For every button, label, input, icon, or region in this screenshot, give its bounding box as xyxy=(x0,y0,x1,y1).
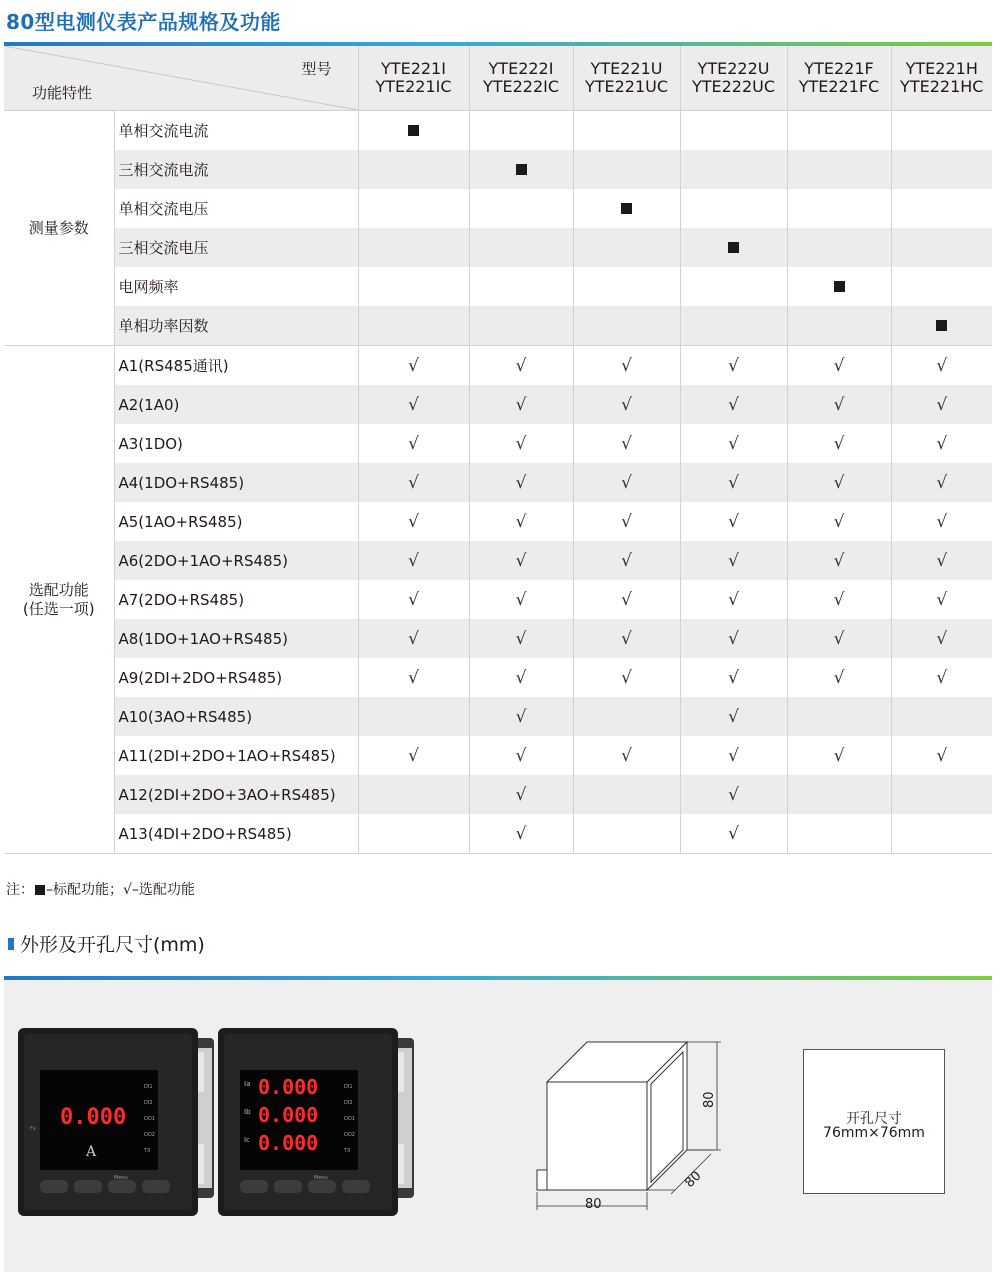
height-dimension: 80 xyxy=(702,1091,717,1108)
check-mark-icon: √ xyxy=(408,472,419,493)
mark-cell xyxy=(891,346,992,386)
feature-cell: 单相交流电流 xyxy=(114,111,358,151)
mark-cell xyxy=(469,150,573,189)
check-mark-icon: √ xyxy=(833,472,845,493)
mark-cell xyxy=(787,306,891,346)
meter-photo-single xyxy=(18,1028,214,1218)
mark-cell xyxy=(469,424,573,463)
mark-cell xyxy=(680,502,787,541)
mark-cell xyxy=(891,580,992,619)
section-bullet-icon xyxy=(8,938,14,950)
check-mark-icon: √ xyxy=(728,784,739,805)
check-mark-icon: √ xyxy=(621,550,632,571)
mark-cell xyxy=(680,814,787,854)
check-mark-icon: √ xyxy=(123,882,132,898)
meter1-side-label: DI1 xyxy=(144,1084,153,1090)
feature-cell: A4(1DO+RS485) xyxy=(114,463,358,502)
table-row xyxy=(4,658,992,697)
model-header-1: YTE221I YTE221IC xyxy=(358,46,469,111)
check-mark-icon: √ xyxy=(515,823,527,844)
check-mark-icon: √ xyxy=(728,589,739,610)
mark-cell xyxy=(891,385,992,424)
check-mark-icon: √ xyxy=(408,745,419,766)
section-title xyxy=(8,930,205,957)
table-row xyxy=(4,385,992,424)
mark-cell xyxy=(891,150,992,189)
check-mark-icon: √ xyxy=(408,628,419,649)
mark-cell xyxy=(680,346,787,386)
model-header-5: YTE221F YTE221FC xyxy=(787,46,891,111)
table-row xyxy=(4,424,992,463)
cutout-size: 76mm×76mm xyxy=(823,1125,925,1141)
mark-cell xyxy=(680,385,787,424)
mark-cell xyxy=(680,775,787,814)
standard-mark-icon xyxy=(728,242,739,253)
check-mark-icon: √ xyxy=(408,589,419,610)
mark-cell xyxy=(358,150,469,189)
group-sublabel: (任选一项) xyxy=(22,599,95,618)
check-mark-icon: √ xyxy=(728,433,739,454)
check-mark-icon: √ xyxy=(833,394,845,415)
cutout-diagram xyxy=(803,1049,945,1194)
check-mark-icon: √ xyxy=(621,628,632,649)
mark-cell xyxy=(358,736,469,775)
mark-cell xyxy=(358,814,469,854)
mark-cell xyxy=(891,502,992,541)
mark-cell xyxy=(358,346,469,386)
check-mark-icon: √ xyxy=(936,433,948,454)
mark-cell xyxy=(680,658,787,697)
mark-cell xyxy=(573,228,680,267)
section-title-text: 外形及开孔尺寸(mm) xyxy=(20,934,205,956)
check-mark-icon: √ xyxy=(515,745,527,766)
check-mark-icon: √ xyxy=(936,511,948,532)
check-mark-icon: √ xyxy=(621,589,632,610)
standard-mark-icon xyxy=(834,281,845,292)
mark-cell xyxy=(891,189,992,228)
check-mark-icon: √ xyxy=(833,550,845,571)
mark-cell xyxy=(358,228,469,267)
table-row xyxy=(4,463,992,502)
feature-cell: A13(4DI+2DO+RS485) xyxy=(114,814,358,854)
check-mark-icon: √ xyxy=(728,472,739,493)
group-label: 测量参数 xyxy=(28,218,89,237)
table-header-row xyxy=(4,46,992,111)
check-mark-icon: √ xyxy=(515,355,527,376)
mark-cell xyxy=(469,463,573,502)
table-row xyxy=(4,189,992,228)
mark-cell xyxy=(680,150,787,189)
check-mark-icon: √ xyxy=(515,589,527,610)
check-mark-icon: √ xyxy=(515,394,527,415)
check-mark-icon: √ xyxy=(728,706,739,727)
mark-cell xyxy=(469,814,573,854)
mark-cell xyxy=(680,463,787,502)
mark-cell xyxy=(891,658,992,697)
feature-cell: A11(2DI+2DO+1AO+RS485) xyxy=(114,736,358,775)
meter2-button-label: Menu xyxy=(314,1175,328,1181)
depth-dimension: 80 xyxy=(682,1168,705,1191)
mark-cell xyxy=(469,111,573,151)
mark-cell xyxy=(358,424,469,463)
feature-cell: A12(2DI+2DO+3AO+RS485) xyxy=(114,775,358,814)
check-mark-icon: √ xyxy=(833,511,845,532)
mark-cell xyxy=(358,541,469,580)
table-row xyxy=(4,228,992,267)
check-mark-icon: √ xyxy=(728,550,739,571)
mark-cell xyxy=(787,385,891,424)
check-mark-icon: √ xyxy=(408,550,419,571)
mark-cell xyxy=(358,463,469,502)
check-mark-icon: √ xyxy=(936,628,948,649)
mark-cell xyxy=(680,541,787,580)
check-mark-icon: √ xyxy=(833,667,845,688)
check-mark-icon: √ xyxy=(936,589,948,610)
mark-cell xyxy=(573,502,680,541)
mark-cell xyxy=(787,775,891,814)
table-row xyxy=(4,346,992,386)
mark-cell xyxy=(787,619,891,658)
mark-cell xyxy=(573,463,680,502)
check-mark-icon: √ xyxy=(936,745,948,766)
check-mark-icon: √ xyxy=(936,550,948,571)
dimension-drawing xyxy=(525,1030,725,1220)
group-optional-functions xyxy=(4,346,114,854)
check-mark-icon: √ xyxy=(728,823,739,844)
mark-cell xyxy=(787,541,891,580)
mark-cell xyxy=(891,619,992,658)
check-mark-icon: √ xyxy=(515,433,527,454)
mark-cell xyxy=(787,424,891,463)
check-mark-icon: √ xyxy=(833,628,845,649)
feature-cell: A3(1DO) xyxy=(114,424,358,463)
mark-cell xyxy=(680,619,787,658)
feature-cell: 三相交流电流 xyxy=(114,150,358,189)
model-header-2: YTE222I YTE222IC xyxy=(469,46,573,111)
meter2-row-label: Ic xyxy=(244,1136,250,1144)
note-standard-text: –标配功能； xyxy=(46,882,123,898)
table-row xyxy=(4,619,992,658)
meter1-side-label: DO1 xyxy=(144,1116,155,1122)
mark-cell xyxy=(891,463,992,502)
table-row xyxy=(4,502,992,541)
mark-cell xyxy=(469,346,573,386)
page-title: 80型电测仪表产品规格及功能 xyxy=(6,10,281,34)
group-measure-params xyxy=(4,111,114,346)
feature-cell: A10(3AO+RS485) xyxy=(114,697,358,736)
mark-cell xyxy=(469,736,573,775)
check-mark-icon: √ xyxy=(621,394,632,415)
check-mark-icon: √ xyxy=(515,706,527,727)
mark-cell xyxy=(358,306,469,346)
mark-cell xyxy=(787,111,891,151)
mark-cell xyxy=(787,580,891,619)
check-mark-icon: √ xyxy=(515,550,527,571)
meter2-reading: 0.000 xyxy=(258,1103,319,1127)
feature-cell: 三相交流电压 xyxy=(114,228,358,267)
table-row xyxy=(4,306,992,346)
mark-cell xyxy=(787,463,891,502)
meter-photo-three-phase xyxy=(218,1028,414,1218)
meter2-row-label: Ib xyxy=(244,1108,251,1116)
mark-cell xyxy=(787,150,891,189)
check-mark-icon: √ xyxy=(408,511,419,532)
check-mark-icon: √ xyxy=(833,745,845,766)
mark-cell xyxy=(573,541,680,580)
mark-cell xyxy=(573,658,680,697)
mark-cell xyxy=(469,541,573,580)
feature-header-label: 功能特性 xyxy=(32,84,93,102)
meter1-unit: A xyxy=(86,1144,97,1160)
check-mark-icon: √ xyxy=(728,745,739,766)
note-optional-text: –选配功能 xyxy=(131,882,195,898)
check-mark-icon: √ xyxy=(936,667,948,688)
feature-cell: A7(2DO+RS485) xyxy=(114,580,358,619)
spec-table xyxy=(4,46,992,854)
model-header-3: YTE221U YTE221UC xyxy=(573,46,680,111)
mark-cell xyxy=(573,150,680,189)
mark-cell xyxy=(469,306,573,346)
mark-cell xyxy=(680,189,787,228)
meter1-button-label: Menu xyxy=(114,1175,128,1181)
mark-cell xyxy=(787,736,891,775)
check-mark-icon: √ xyxy=(408,667,419,688)
mark-cell xyxy=(573,267,680,306)
standard-mark-icon xyxy=(621,203,632,214)
mark-cell xyxy=(573,189,680,228)
feature-cell: A5(1AO+RS485) xyxy=(114,502,358,541)
mark-cell xyxy=(787,697,891,736)
meter1-side-label: DO2 xyxy=(144,1132,155,1138)
mark-cell xyxy=(891,111,992,151)
mark-cell xyxy=(573,580,680,619)
check-mark-icon: √ xyxy=(515,511,527,532)
meter2-row-label: Ia xyxy=(244,1080,251,1088)
mark-cell xyxy=(891,541,992,580)
feature-cell: 单相功率因数 xyxy=(114,306,358,346)
feature-cell: A9(2DI+2DO+RS485) xyxy=(114,658,358,697)
header-corner xyxy=(4,46,358,111)
mark-cell xyxy=(787,814,891,854)
mark-cell xyxy=(358,619,469,658)
model-header-4: YTE222U YTE222UC xyxy=(680,46,787,111)
feature-cell: A8(1DO+1AO+RS485) xyxy=(114,619,358,658)
mark-cell xyxy=(358,111,469,151)
check-mark-icon: √ xyxy=(408,355,419,376)
check-mark-icon: √ xyxy=(936,394,948,415)
meter1-side-label: TX xyxy=(144,1148,151,1154)
table-row xyxy=(4,267,992,306)
mark-cell xyxy=(358,697,469,736)
check-mark-icon: √ xyxy=(833,433,845,454)
check-mark-icon: √ xyxy=(621,355,632,376)
table-row xyxy=(4,111,992,151)
table-row xyxy=(4,775,992,814)
mark-cell xyxy=(358,775,469,814)
cutout-title: 开孔尺寸 xyxy=(846,1111,902,1127)
mark-cell xyxy=(358,658,469,697)
mark-cell xyxy=(891,306,992,346)
mark-cell xyxy=(573,424,680,463)
meter2-side-label: DO2 xyxy=(344,1132,355,1138)
check-mark-icon: √ xyxy=(728,355,739,376)
check-mark-icon: √ xyxy=(408,433,419,454)
mark-cell xyxy=(573,306,680,346)
check-mark-icon: √ xyxy=(833,355,845,376)
mark-cell xyxy=(469,619,573,658)
group-label: 选配功能 xyxy=(28,580,89,599)
check-mark-icon: √ xyxy=(728,667,739,688)
check-mark-icon: √ xyxy=(621,667,632,688)
check-mark-icon: √ xyxy=(621,472,632,493)
mark-cell xyxy=(573,775,680,814)
model-header-6: YTE221H YTE221HC xyxy=(891,46,992,111)
check-mark-icon: √ xyxy=(936,355,948,376)
mark-cell xyxy=(787,502,891,541)
feature-cell: A6(2DO+1AO+RS485) xyxy=(114,541,358,580)
mark-cell xyxy=(358,267,469,306)
mark-cell xyxy=(680,736,787,775)
mark-cell xyxy=(469,228,573,267)
check-mark-icon: √ xyxy=(728,628,739,649)
mark-cell xyxy=(469,697,573,736)
mark-cell xyxy=(680,697,787,736)
mark-cell xyxy=(787,189,891,228)
meter2-side-label: DO1 xyxy=(344,1116,355,1122)
svg-text:Fx: Fx xyxy=(30,1126,36,1132)
mark-cell xyxy=(787,267,891,306)
mark-cell xyxy=(787,228,891,267)
feature-cell: A1(RS485通讯) xyxy=(114,346,358,386)
meter2-side-label: TX xyxy=(344,1148,351,1154)
mark-cell xyxy=(573,697,680,736)
mark-cell xyxy=(469,189,573,228)
mark-cell xyxy=(573,619,680,658)
table-row xyxy=(4,814,992,854)
mark-cell xyxy=(680,580,787,619)
mark-cell xyxy=(680,111,787,151)
mark-cell xyxy=(358,580,469,619)
model-header-label: 型号 xyxy=(301,60,332,78)
mark-cell xyxy=(469,267,573,306)
check-mark-icon: √ xyxy=(515,628,527,649)
mark-cell xyxy=(573,346,680,386)
meter2-side-label: DI2 xyxy=(344,1100,353,1106)
legend-note xyxy=(6,879,195,899)
table-row xyxy=(4,697,992,736)
meter2-reading: 0.000 xyxy=(258,1131,319,1155)
mark-cell xyxy=(680,267,787,306)
mark-cell xyxy=(469,385,573,424)
meter2-reading: 0.000 xyxy=(258,1075,319,1099)
table-row xyxy=(4,736,992,775)
mark-cell xyxy=(891,814,992,854)
width-dimension: 80 xyxy=(585,1197,602,1212)
mark-cell xyxy=(891,267,992,306)
mark-cell xyxy=(469,580,573,619)
mark-cell xyxy=(891,697,992,736)
mark-cell xyxy=(891,424,992,463)
mark-cell xyxy=(573,814,680,854)
check-mark-icon: √ xyxy=(936,472,948,493)
mark-cell xyxy=(358,385,469,424)
meter1-reading: 0.000 xyxy=(60,1105,127,1130)
check-mark-icon: √ xyxy=(728,394,739,415)
feature-cell: A2(1A0) xyxy=(114,385,358,424)
mark-cell xyxy=(891,736,992,775)
mark-cell xyxy=(469,658,573,697)
standard-mark-icon xyxy=(516,164,527,175)
table-row xyxy=(4,580,992,619)
mark-cell xyxy=(680,228,787,267)
meter2-side-label: DI1 xyxy=(344,1084,353,1090)
check-mark-icon: √ xyxy=(621,745,632,766)
check-mark-icon: √ xyxy=(728,511,739,532)
check-mark-icon: √ xyxy=(833,589,845,610)
mark-cell xyxy=(680,306,787,346)
check-mark-icon: √ xyxy=(515,472,527,493)
mark-cell xyxy=(680,424,787,463)
meter1-side-label: DI2 xyxy=(144,1100,153,1106)
mark-cell xyxy=(787,658,891,697)
mark-cell xyxy=(469,502,573,541)
mark-cell xyxy=(573,736,680,775)
note-prefix: 注： xyxy=(6,882,34,898)
check-mark-icon: √ xyxy=(621,433,632,454)
standard-mark-icon xyxy=(936,320,947,331)
mark-cell xyxy=(891,775,992,814)
check-mark-icon: √ xyxy=(515,784,527,805)
standard-mark-icon xyxy=(408,125,419,136)
table-row xyxy=(4,541,992,580)
mark-cell xyxy=(358,502,469,541)
check-mark-icon: √ xyxy=(515,667,527,688)
mark-cell xyxy=(891,228,992,267)
mark-cell xyxy=(787,346,891,386)
mark-cell xyxy=(573,111,680,151)
mark-cell xyxy=(358,189,469,228)
mark-cell xyxy=(469,775,573,814)
table-row xyxy=(4,150,992,189)
feature-cell: 电网频率 xyxy=(114,267,358,306)
check-mark-icon: √ xyxy=(621,511,632,532)
standard-mark-icon xyxy=(35,885,45,895)
feature-cell: 单相交流电压 xyxy=(114,189,358,228)
mark-cell xyxy=(573,385,680,424)
check-mark-icon: √ xyxy=(408,394,419,415)
